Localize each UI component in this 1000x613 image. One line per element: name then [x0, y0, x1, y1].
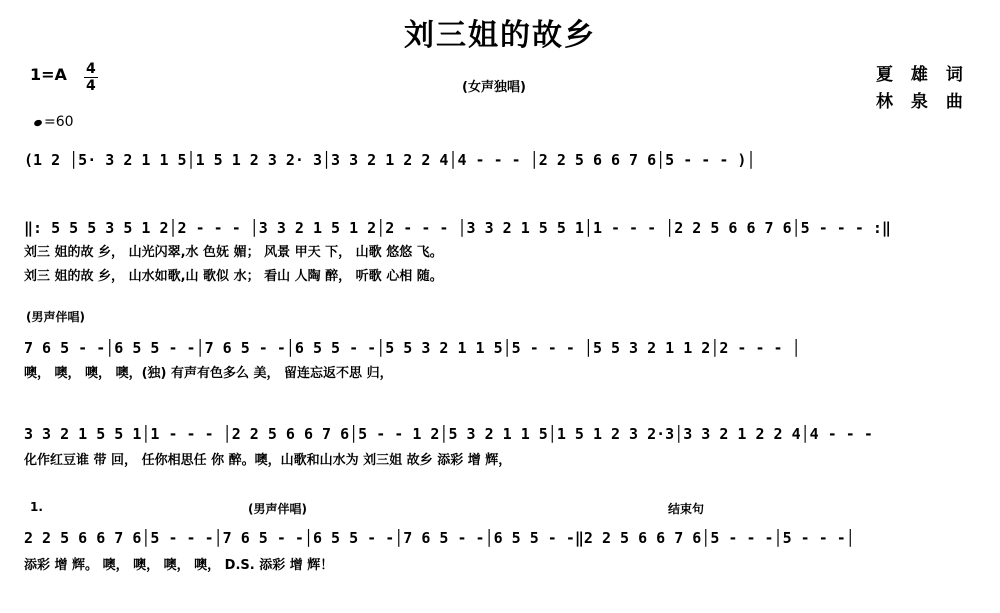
score-line-verse-lyrics-2: 刘三 姐的故 乡， 山水如歌,山 歌似 水； 看山 人陶 醉， 听歌 心相 随。	[24, 269, 443, 284]
performance-form: (女声独唱)	[462, 80, 526, 95]
score-line-verse-notes: ‖: 5 5 5 3 5 1 2│2 - - - │3 3 2 1 5 1 2│2 - - - │3 3 2 1 5 5 1│1 - - - │2 2 5 6 6 7 6│5 - - - :‖	[24, 219, 891, 237]
male-backing-label: (男声伴唱)	[26, 310, 85, 324]
composer-credit: 林 泉 曲	[876, 92, 969, 112]
lyricist-credit: 夏 雄 词	[876, 65, 969, 85]
score-line-verse-lyrics-1: 刘三 姐的故 乡， 山光闪翠,水 色妩 媚； 风景 甲天 下， 山歌 悠悠 飞。	[24, 245, 443, 260]
score-line-bridge-lyrics: 化作红豆谁 带 回， 任你相思任 你 醉。噢，山歌和山水为 刘三姐 故乡 添彩 增 辉，	[24, 453, 512, 468]
score-line-chorus-notes: 7 6 5 - -│6 5 5 - -│7 6 5 - -│6 5 5 - -│5 5 3 2 1 1 5│5 - - - │5 5 3 2 1 1 2│2 - - - │	[24, 339, 801, 357]
quarter-note-icon	[33, 119, 43, 127]
time-signature-bottom: 4	[86, 78, 96, 94]
male-backing-label-2: (男声伴唱)	[248, 502, 307, 516]
score-line-ending-notes: 2 2 5 6 6 7 6│5 - - -│7 6 5 - -│6 5 5 - -│7 6 5 - -│6 5 5 - -‖2 2 5 6 6 7 6│5 - - -│5 - - -│	[24, 529, 855, 547]
volta-1-label: 1.	[30, 500, 43, 514]
tempo-marking	[34, 114, 74, 130]
key-signature: 1=A	[30, 65, 67, 84]
score-line-chorus-lyrics: 噢， 噢， 噢， 噢，(独) 有声有色多么 美， 留连忘返不思 归，	[24, 366, 393, 381]
score-line-ending-lyrics: 添彩 增 辉。 噢， 噢， 噢， 噢， D.S. 添彩 增 辉！	[24, 558, 334, 573]
score-line-bridge-notes: 3 3 2 1 5 5 1│1 - - - │2 2 5 6 6 7 6│5 - - 1 2│5 3 2 1 1 5│1 5 1 2 3 2·3│3 3 2 1 2 2 4│4 - - -	[24, 425, 873, 443]
song-title: 刘三姐的故乡	[404, 18, 596, 53]
score-line-intro: (1 2 │5· 3 2 1 1 5│1 5 1 2 3 2· 3│3 3 2 1 2 2 4│4 - - - │2 2 5 6 6 7 6│5 - - - )│	[24, 151, 756, 169]
ending-label: 结束句	[668, 502, 705, 516]
time-signature-top: 4	[86, 61, 96, 77]
tempo-value: =60	[44, 114, 74, 130]
